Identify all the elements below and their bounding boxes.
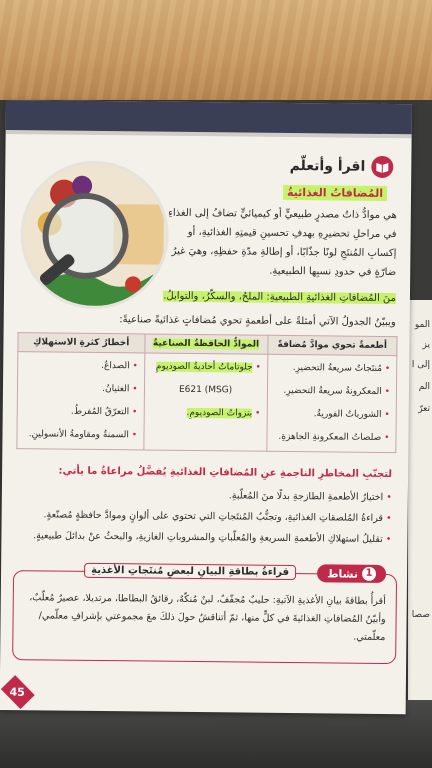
- table-header: [144, 334, 267, 354]
- preservative-label: بنزواتُ الصوديومِ.: [186, 407, 253, 419]
- preservative-item: E621 (MSG): [178, 384, 233, 396]
- table-header: أخطارُ كثرةِ الاستهلاكِ: [18, 333, 145, 353]
- risks-cell: [17, 352, 145, 450]
- preservative-item: [150, 402, 260, 426]
- definition-text: [164, 204, 397, 282]
- definition-body: هي موادُّ ذاتُ مصدرٍ طبيعيٍّ أو كيميائيٍّ تضافُ إلى الغذاءِ في مراحلِ تحضيرِهِ بهدفِ تحسينِ قيمتِهِ الغذائيةِ، أو إكسابِ المُنتَجِ لونًا جذّابًا، أو إطالةِ مدّةِ حفظِهِ، وهيَ غيرُ ضارّةٍ في حدودِ نسبِها الطبيعيةِ.: [168, 207, 397, 279]
- side-fragment: يز: [422, 340, 430, 350]
- food-item: • صلصاتُ المعكرونةِ الجاهزةِ.: [273, 426, 390, 450]
- side-fragment: صصا: [411, 610, 430, 620]
- foods-cell: [266, 354, 396, 452]
- avoid-title: لتجنّبِ المخاطرِ الناجمةِ عنِ المُضافاتِ الغذائيةِ يُفضَّلُ مراعاةُ ما يأتي:: [58, 465, 393, 481]
- section-title: اقرأ وأتعلّم: [289, 157, 366, 175]
- adjacent-page: [408, 300, 432, 700]
- textbook-page: [0, 100, 412, 714]
- side-fragment: تعرّ: [418, 404, 430, 414]
- risk-item: • الصداعُ.: [24, 354, 138, 378]
- table-header-label: الموادُّ الحافظةُ الصناعيةُ: [152, 338, 260, 350]
- natural-additives-body: منَ المُضافاتِ الغذائيةِ الطبيعيةِ: الملحُ، والسكّرُ، والتوابلُ.: [163, 290, 396, 305]
- side-fragment: الم: [418, 382, 430, 392]
- activity-badge-label: نشاط: [327, 566, 359, 581]
- food-item: • مُنتَجاتٌ سريعةُ التحضيرِ.: [274, 357, 391, 381]
- avoid-item: • تقليلُ استهلاكِ الأطعمةِ السريعةِ والمُعلّباتِ والمشروباتِ الغازيةِ، والبحثُ عنْ بدائلَ طبيعيةٍ.: [15, 525, 391, 550]
- avoid-list: [15, 483, 392, 550]
- side-fragment: إلى ا: [411, 360, 430, 370]
- topic-heading: المُضافاتُ الغذائيةُ: [283, 185, 387, 201]
- preservative-item: [151, 356, 261, 380]
- activity-text: أقرأُ بطاقةَ بيانِ الأغذيةِ الآتيةِ: حليبٌ مُجفّفٌ، لبنٌ مُنكّهٌ، رقائقُ البطاطا، مرتديلا، عصيرٌ مُعلّبٌ، وأبيّنُ المُضافاتِ الغذائيةَ في كلٍّ منها، ثمّ أتناقشُ حولَ ذلكَ معَ مجموعتي بإشرافِ معلّمي/ معلّمتي.: [29, 592, 386, 644]
- activity-number: 1: [362, 567, 376, 581]
- page-number-label: 45: [10, 685, 26, 699]
- section-header: [290, 155, 394, 178]
- page-number: [1, 675, 35, 709]
- reading-icon: [371, 156, 393, 178]
- table-intro: ويبيّنُ الجدولُ الآتي أمثلةً على أطعمةٍ تحوي مُضافاتٍ غذائيةً صناعيةً:: [119, 314, 396, 329]
- preservatives-cell: [143, 353, 267, 451]
- table-header: أطعمةٌ تحوي موادَّ مُضافةً: [267, 335, 397, 355]
- magnifier-food-photo: [20, 160, 170, 310]
- preservative-label: جلوتاماتُ أحاديةُ الصوديومِ: [155, 361, 253, 373]
- avoid-item: • قراءةُ المُلصقاتِ الغذائيةِ، وتجنُّبُ المُنتَجاتِ التي تحتوي على ألوانٍ وموادَّ حافظةٍ مُصنّعةٍ.: [16, 504, 392, 529]
- activity-badge: [317, 564, 386, 583]
- food-item: • الشورباتُ الفوريةُ.: [273, 403, 390, 427]
- activity-title: قراءةُ بطاقةِ البيانِ لبعضِ مُنتَجاتِ الأغذيةِ: [84, 563, 296, 580]
- page-top-band: [6, 100, 412, 134]
- risk-item: • الغثيانُ.: [24, 377, 138, 401]
- risk-item: • التعرّقُ المُفرطُ.: [24, 400, 138, 424]
- risk-item: • السمنةُ ومقاومةُ الأنسولينِ.: [23, 423, 137, 447]
- side-fragment: المو: [414, 320, 430, 330]
- additives-table: [16, 332, 397, 453]
- wooden-table: [0, 0, 432, 100]
- food-item: • المعكرونةُ سريعةُ التحضيرِ.: [273, 380, 390, 404]
- avoid-item: • اختيارُ الأطعمةِ الطازجةِ بدلًا منَ المُعلّبةِ.: [16, 483, 392, 508]
- activity-box: [12, 564, 397, 664]
